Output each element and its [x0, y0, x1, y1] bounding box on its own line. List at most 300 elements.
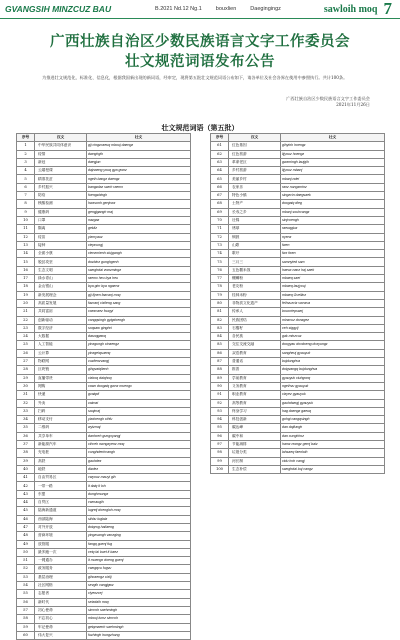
zhuang-term: cwngqvu fugvu	[87, 565, 191, 573]
row-number: 23	[17, 324, 35, 332]
table-row	[211, 308, 385, 316]
zhuang-term: bangzdaz swnh raemx	[87, 183, 191, 191]
table-row	[17, 225, 191, 233]
table-row	[17, 308, 191, 316]
chinese-term: 普通话	[229, 358, 281, 366]
table-row	[211, 341, 385, 349]
row-number: 24	[17, 333, 35, 341]
header-number: 序号	[211, 134, 229, 142]
zhuang-term: cwyouz mauyi gih	[87, 474, 191, 482]
row-number: 13	[17, 241, 35, 249]
chinese-term: 革命老区	[229, 158, 281, 166]
chinese-term: 生态文明	[35, 266, 87, 274]
row-number: 48	[17, 532, 35, 540]
table-row	[17, 482, 191, 490]
row-number: 80	[211, 299, 229, 307]
table-row	[17, 200, 191, 208]
table-row	[17, 299, 191, 307]
table-row	[17, 158, 191, 166]
chinese-term: 物联网	[35, 358, 87, 366]
chinese-term: 基层治理	[35, 573, 87, 581]
table-row	[17, 548, 191, 556]
issue-number: B.2021 Nd.12 Ng.1	[155, 6, 202, 12]
table-row	[17, 465, 191, 473]
zhuang-term: nazgaz	[87, 216, 191, 224]
chinese-term: 桂林米粉	[229, 291, 281, 299]
row-number: 27	[17, 358, 35, 366]
chinese-term: 农家乐	[229, 183, 281, 191]
chinese-term: 学前教育	[229, 374, 281, 382]
zhuang-term: dizdez	[87, 465, 191, 473]
table-row	[211, 382, 385, 390]
chinese-term: 乡村振兴	[35, 183, 87, 191]
row-number: 14	[17, 250, 35, 258]
chinese-term: 长寿之乡	[229, 208, 281, 216]
table-row	[211, 299, 385, 307]
chinese-term: 健康码	[35, 208, 87, 216]
zhuang-term: minzcuz donzgez	[281, 316, 385, 324]
chinese-term: 共同富裕	[35, 308, 87, 316]
row-number: 22	[17, 316, 35, 324]
row-number: 85	[211, 341, 229, 349]
row-number: 43	[17, 490, 35, 498]
table-row	[211, 216, 385, 224]
issue-info	[155, 6, 324, 12]
zhuang-term: danhceh gungxyangj	[87, 432, 191, 440]
zhuang-term: mbaeq Gveilinz	[281, 291, 385, 299]
table-row	[211, 192, 385, 200]
chinese-term: 陆海新通道	[35, 507, 87, 515]
chinese-term: 高铁	[35, 457, 87, 465]
zhuang-term: cienzmienh siujgangh	[87, 250, 191, 258]
row-number: 32	[17, 399, 35, 407]
row-number: 95	[211, 424, 229, 432]
zhuang-term: fangq guenj fug	[87, 540, 191, 548]
zhuang-term: fazcanj cizlieng sang	[87, 299, 191, 307]
chinese-term: 歌圩	[229, 250, 281, 258]
row-number: 78	[211, 283, 229, 291]
row-number: 74	[211, 250, 229, 258]
table-row	[17, 283, 191, 291]
issue-city: Daegingingz	[250, 6, 281, 12]
zhuang-term: yinzgeiqsuenq	[87, 349, 191, 357]
chinese-term: 伟大复兴	[35, 631, 87, 639]
table-row	[17, 241, 191, 249]
table-row	[17, 615, 191, 623]
table-row	[211, 233, 385, 241]
zhuang-term: ngeih bangz daengz	[87, 175, 191, 183]
zhuang-term: simcoh saehmingh	[87, 606, 191, 614]
chinese-term: 初心使命	[35, 606, 87, 614]
zhuang-term: ngeihvu gyauyuk	[281, 382, 385, 390]
table-row	[17, 333, 191, 341]
row-number: 45	[17, 507, 35, 515]
chinese-term: 快递	[35, 391, 87, 399]
table-row	[17, 374, 191, 382]
header-chinese: 汉文	[35, 134, 87, 142]
row-number: 76	[211, 266, 229, 274]
zhuang-term: dozbinz gunghgenh	[87, 258, 191, 266]
chinese-term: 科技创新	[229, 416, 281, 424]
zhuang-term: gekliz	[87, 225, 191, 233]
table-row	[17, 358, 191, 366]
table-row	[17, 316, 191, 324]
row-number: 62	[211, 150, 229, 158]
zhuang-term: it muengx doeng guenj	[87, 557, 191, 565]
zhuang-term: saujmaj	[87, 407, 191, 415]
table-row	[17, 440, 191, 448]
row-number: 75	[211, 258, 229, 266]
chinese-term: 各民族	[229, 333, 281, 341]
table-row	[17, 399, 191, 407]
chinese-term: 新冠	[35, 158, 87, 166]
table-row	[17, 582, 191, 590]
table-row	[17, 573, 191, 581]
zhuang-term: mbanj souhcangz	[281, 208, 385, 216]
row-number: 99	[211, 457, 229, 465]
row-number: 52	[17, 565, 35, 573]
chinese-term: 不忘初心	[35, 615, 87, 623]
row-number: 59	[17, 623, 35, 631]
table-row	[17, 216, 191, 224]
row-number: 6	[17, 183, 35, 191]
row-number: 53	[17, 573, 35, 581]
table-row	[17, 424, 191, 432]
chinese-term: 社区网格	[35, 582, 87, 590]
table-row	[211, 266, 385, 274]
zhuang-term: sinjcoengh	[281, 216, 385, 224]
chinese-term: 疫苗	[35, 233, 87, 241]
row-number: 31	[17, 391, 35, 399]
masthead-right	[324, 0, 400, 19]
table-row	[17, 341, 191, 349]
zhuang-term: fuengzbingh	[87, 192, 191, 200]
table-row	[211, 241, 385, 249]
row-number: 73	[211, 241, 229, 249]
chinese-term: 山歌	[229, 241, 281, 249]
zhuang-term: cunghdenhcangh	[87, 449, 191, 457]
table-row	[17, 275, 191, 283]
zhuang-term: gohgi cangqsingh	[281, 416, 385, 424]
table-row	[17, 366, 191, 374]
chinese-term: 扫码	[35, 407, 87, 415]
table-row	[211, 316, 385, 324]
zhuang-term: fuzhingh hungzhung	[87, 631, 191, 639]
table-row	[211, 399, 385, 407]
row-number: 67	[211, 192, 229, 200]
zhuang-term: raemx heu bya heu	[87, 275, 191, 283]
row-number: 41	[17, 474, 35, 482]
table-row	[17, 183, 191, 191]
zhuang-term: sangheuj gyauyuk	[281, 349, 385, 357]
chinese-term: 绿水青山	[35, 275, 87, 283]
row-number: 51	[17, 557, 35, 565]
zhuang-term: cizyez gyauyuk	[281, 391, 385, 399]
notice-text: 为推进壮文规范化、标准化、信息化，根据我国新出现的新词语，经审定，现将第五批壮文规范词语公布如下，请各单位及社会各界在使用中参照执行。共计100条。	[42, 75, 348, 80]
chinese-term: 碳达峰	[229, 424, 281, 432]
table-row	[211, 457, 385, 465]
zhuang-term: dajnaeng youq gya gwnz	[87, 167, 191, 175]
row-number: 16	[17, 266, 35, 274]
row-number: 1	[17, 142, 35, 150]
row-number: 60	[17, 631, 35, 639]
zhuang-term: lugreij doengloh moq	[87, 507, 191, 515]
zhuang-term: nyenz	[281, 233, 385, 241]
header-zhuang: 壮文	[87, 134, 191, 142]
chinese-term: 脱贫攻坚	[35, 258, 87, 266]
table-row	[17, 175, 191, 183]
header-zhuang: 壮文	[281, 134, 385, 142]
zhuang-term: yizmyauz	[87, 233, 191, 241]
row-number: 20	[17, 299, 35, 307]
chinese-term: 老友粉	[229, 283, 281, 291]
zhuang-term: ceh siggyij	[281, 324, 385, 332]
table-row	[17, 540, 191, 548]
zhuang-term: vaimai	[87, 399, 191, 407]
table-row	[17, 590, 191, 598]
table-row	[17, 142, 191, 150]
row-number: 2	[17, 150, 35, 158]
zhuang-term: lijyouz mbanj	[281, 167, 385, 175]
row-number: 82	[211, 316, 229, 324]
chinese-term: 云端授课	[35, 167, 87, 175]
chinese-term: 云计算	[35, 349, 87, 357]
chinese-term: 高质量发展	[35, 299, 87, 307]
row-number: 42	[17, 482, 35, 490]
chinese-term: 防疫	[35, 192, 87, 200]
zhuang-term: vuzlienzvangj	[87, 358, 191, 366]
table-row	[17, 474, 191, 482]
row-number: 7	[17, 192, 35, 200]
chinese-term: 共享单车	[35, 432, 87, 440]
chinese-term: 红色基因	[229, 142, 281, 150]
row-number: 26	[17, 349, 35, 357]
row-number: 38	[17, 449, 35, 457]
chinese-term: 生态补偿	[229, 465, 281, 473]
chinese-term: 乡村旅游	[229, 167, 281, 175]
row-number: 93	[211, 407, 229, 415]
row-number: 19	[17, 291, 35, 299]
chinese-term: 绣球	[229, 225, 281, 233]
row-number: 8	[17, 200, 35, 208]
zhuang-term: dunghmungz	[87, 490, 191, 498]
zhuang-term: yingzsangh vanzging	[87, 532, 191, 540]
row-number: 54	[17, 582, 35, 590]
table-row	[211, 407, 385, 415]
zhuang-term: mbouj lumz simcoh	[87, 615, 191, 623]
chinese-term: 中华民族共同体意识	[35, 142, 87, 150]
chinese-term: 铜鼓	[229, 233, 281, 241]
table-row	[211, 465, 385, 473]
zhuang-term: fwen	[281, 241, 385, 249]
zhuang-term: geiqmaenh saehmingh	[87, 623, 191, 631]
word-table-right	[210, 133, 384, 474]
chinese-term: 政务服务	[35, 565, 87, 573]
chinese-term: 义务教育	[229, 382, 281, 390]
zhuang-term: yinzgungh cinaengz	[87, 341, 191, 349]
zhuang-term: gauhdwngj gyauyuk	[281, 399, 385, 407]
chinese-term: 牢记使命	[35, 623, 87, 631]
zhuang-term: cihceh nwngzyenz moq	[87, 440, 191, 448]
zhuang-term: swnghdai vwnzmingz	[87, 266, 191, 274]
table-row	[211, 291, 385, 299]
row-number: 96	[211, 432, 229, 440]
chinese-term: 全面小康	[35, 250, 87, 258]
chinese-term: 螺蛳粉	[229, 275, 281, 283]
zhuang-term: doxgyau doxdoeng doxyungz	[281, 341, 385, 349]
chinese-term: 民族团结	[229, 316, 281, 324]
table-row	[17, 532, 191, 540]
table-row	[17, 167, 191, 175]
chinese-term: 五色糯米饭	[229, 266, 281, 274]
zhuang-term: singzcin daegsaek	[281, 192, 385, 200]
chinese-term: 一带一路	[35, 482, 87, 490]
zhuang-term: hag daengz gaeuq	[281, 407, 385, 415]
chinese-term: 东盟	[35, 490, 87, 498]
row-number: 34	[17, 416, 35, 424]
issuing-org: 广西壮族自治区少数民族语言文字工作委员会	[286, 96, 370, 101]
zhuang-term: ciyenzcej	[87, 590, 191, 598]
zhuang-term: cawx doxgaiq gwnz muengx	[87, 382, 191, 390]
header-chinese: 汉文	[229, 134, 281, 142]
row-number: 4	[17, 167, 35, 175]
row-number: 71	[211, 225, 229, 233]
zhuang-term: mbaeq saei	[281, 275, 385, 283]
row-number: 25	[17, 341, 35, 349]
chinese-term: 职业教育	[229, 391, 281, 399]
chinese-term: 一网通办	[35, 557, 87, 565]
row-number: 40	[17, 465, 35, 473]
chinese-term: 人工智能	[35, 341, 87, 349]
table-row	[211, 250, 385, 258]
row-number: 84	[211, 333, 229, 341]
page-number: 7	[383, 0, 392, 18]
chinese-term: 高等教育	[229, 399, 281, 407]
issue-day: bouxlien	[215, 6, 237, 12]
chinese-term: 碳中和	[229, 432, 281, 440]
table-row	[17, 606, 191, 614]
zhuang-term: dan cunghhoz	[281, 432, 385, 440]
table-row	[17, 623, 191, 631]
chinese-term: 石榴籽	[229, 324, 281, 332]
table-row	[211, 333, 385, 341]
zhuang-term: yizdoengh cihfu	[87, 416, 191, 424]
zhuang-term: gij cingzcaeuq mbouj daengz	[87, 142, 191, 150]
row-number: 88	[211, 366, 229, 374]
zhuang-term: gihyinh hoengz	[281, 142, 385, 150]
chinese-term: 创新驱动	[35, 316, 87, 324]
row-number: 29	[17, 374, 35, 382]
zhuang-term: hamz nwngz gemj baiz	[281, 440, 385, 448]
row-number: 89	[211, 374, 229, 382]
brand-name: sawloih moq	[323, 3, 378, 15]
masthead	[0, 0, 400, 19]
row-number: 5	[17, 175, 35, 183]
row-number: 66	[211, 183, 229, 191]
chinese-term: 口罩	[35, 216, 87, 224]
table-header-row	[211, 134, 385, 142]
chinese-term: 非物质文化遗产	[229, 299, 281, 307]
row-number: 64	[211, 167, 229, 175]
chinese-term: 自贸区	[35, 499, 87, 507]
table-row	[17, 432, 191, 440]
table-row	[17, 598, 191, 606]
chinese-term: 特色小镇	[229, 192, 281, 200]
table-row	[17, 258, 191, 266]
table-row	[211, 391, 385, 399]
row-number: 83	[211, 324, 229, 332]
zhuang-term: samnyied sam	[281, 258, 385, 266]
notice-body	[30, 75, 370, 81]
row-number: 17	[17, 275, 35, 283]
zhuang-term: dwnghgih	[87, 150, 191, 158]
chinese-term: 金山银山	[35, 283, 87, 291]
table-row	[211, 324, 385, 332]
table-row	[211, 440, 385, 448]
row-number: 98	[211, 449, 229, 457]
row-number: 72	[211, 233, 229, 241]
chinese-term: 疫情	[35, 150, 87, 158]
row-number: 65	[211, 175, 229, 183]
row-number: 39	[17, 457, 35, 465]
word-table-left	[16, 133, 190, 640]
zhuang-term: daegjun	[87, 158, 191, 166]
chinese-term: 新时代	[35, 598, 87, 606]
zhuang-term: cangqsingh gyigdoengh	[87, 316, 191, 324]
chinese-term: 最多跑一次	[35, 548, 87, 556]
chinese-term: 志愿者	[35, 590, 87, 598]
zhuang-term: mbaeq laujyouj	[281, 283, 385, 291]
chinese-term: 接种	[35, 241, 87, 249]
table-row	[17, 150, 191, 158]
zhuang-term: it daiq it loh	[87, 482, 191, 490]
zhuang-term: gwzmingh laujgih	[281, 158, 385, 166]
zhuang-term: mbanj ndei	[281, 175, 385, 183]
table-row	[211, 167, 385, 175]
chinese-term: 外卖	[35, 399, 87, 407]
chinese-term: 数字经济	[35, 324, 87, 332]
zhuang-term: ciepcungj	[87, 241, 191, 249]
zhuang-term: sihbu luglaiz	[87, 515, 191, 523]
row-number: 46	[17, 515, 35, 523]
chinese-term: 红色旅游	[229, 150, 281, 158]
chinese-term: 节能减排	[229, 440, 281, 448]
zhuang-term: hwzsonh genjcwz	[87, 200, 191, 208]
table-row	[17, 192, 191, 200]
table-row	[17, 382, 191, 390]
chinese-term: 推普	[229, 366, 281, 374]
chinese-term: 新发展理念	[35, 291, 87, 299]
chinese-term: 三月三	[229, 258, 281, 266]
row-number: 61	[211, 142, 229, 150]
table-row	[211, 158, 385, 166]
newspaper-name: GVANGSIH MINZCUZ BAU	[5, 4, 112, 14]
table-row	[211, 358, 385, 366]
notice-signature	[286, 96, 370, 108]
row-number: 15	[17, 258, 35, 266]
chinese-term: 二维码	[35, 424, 87, 432]
table-row	[17, 631, 191, 639]
table-row	[211, 366, 385, 374]
table-row	[17, 349, 191, 357]
chinese-term: 对外开放	[35, 523, 87, 531]
chinese-term: 充电桩	[35, 449, 87, 457]
table-row	[211, 283, 385, 291]
table-row	[17, 266, 191, 274]
chinese-term: 美丽乡村	[229, 175, 281, 183]
zhuang-term: ranz nungzminz	[281, 183, 385, 191]
row-number: 77	[211, 275, 229, 283]
